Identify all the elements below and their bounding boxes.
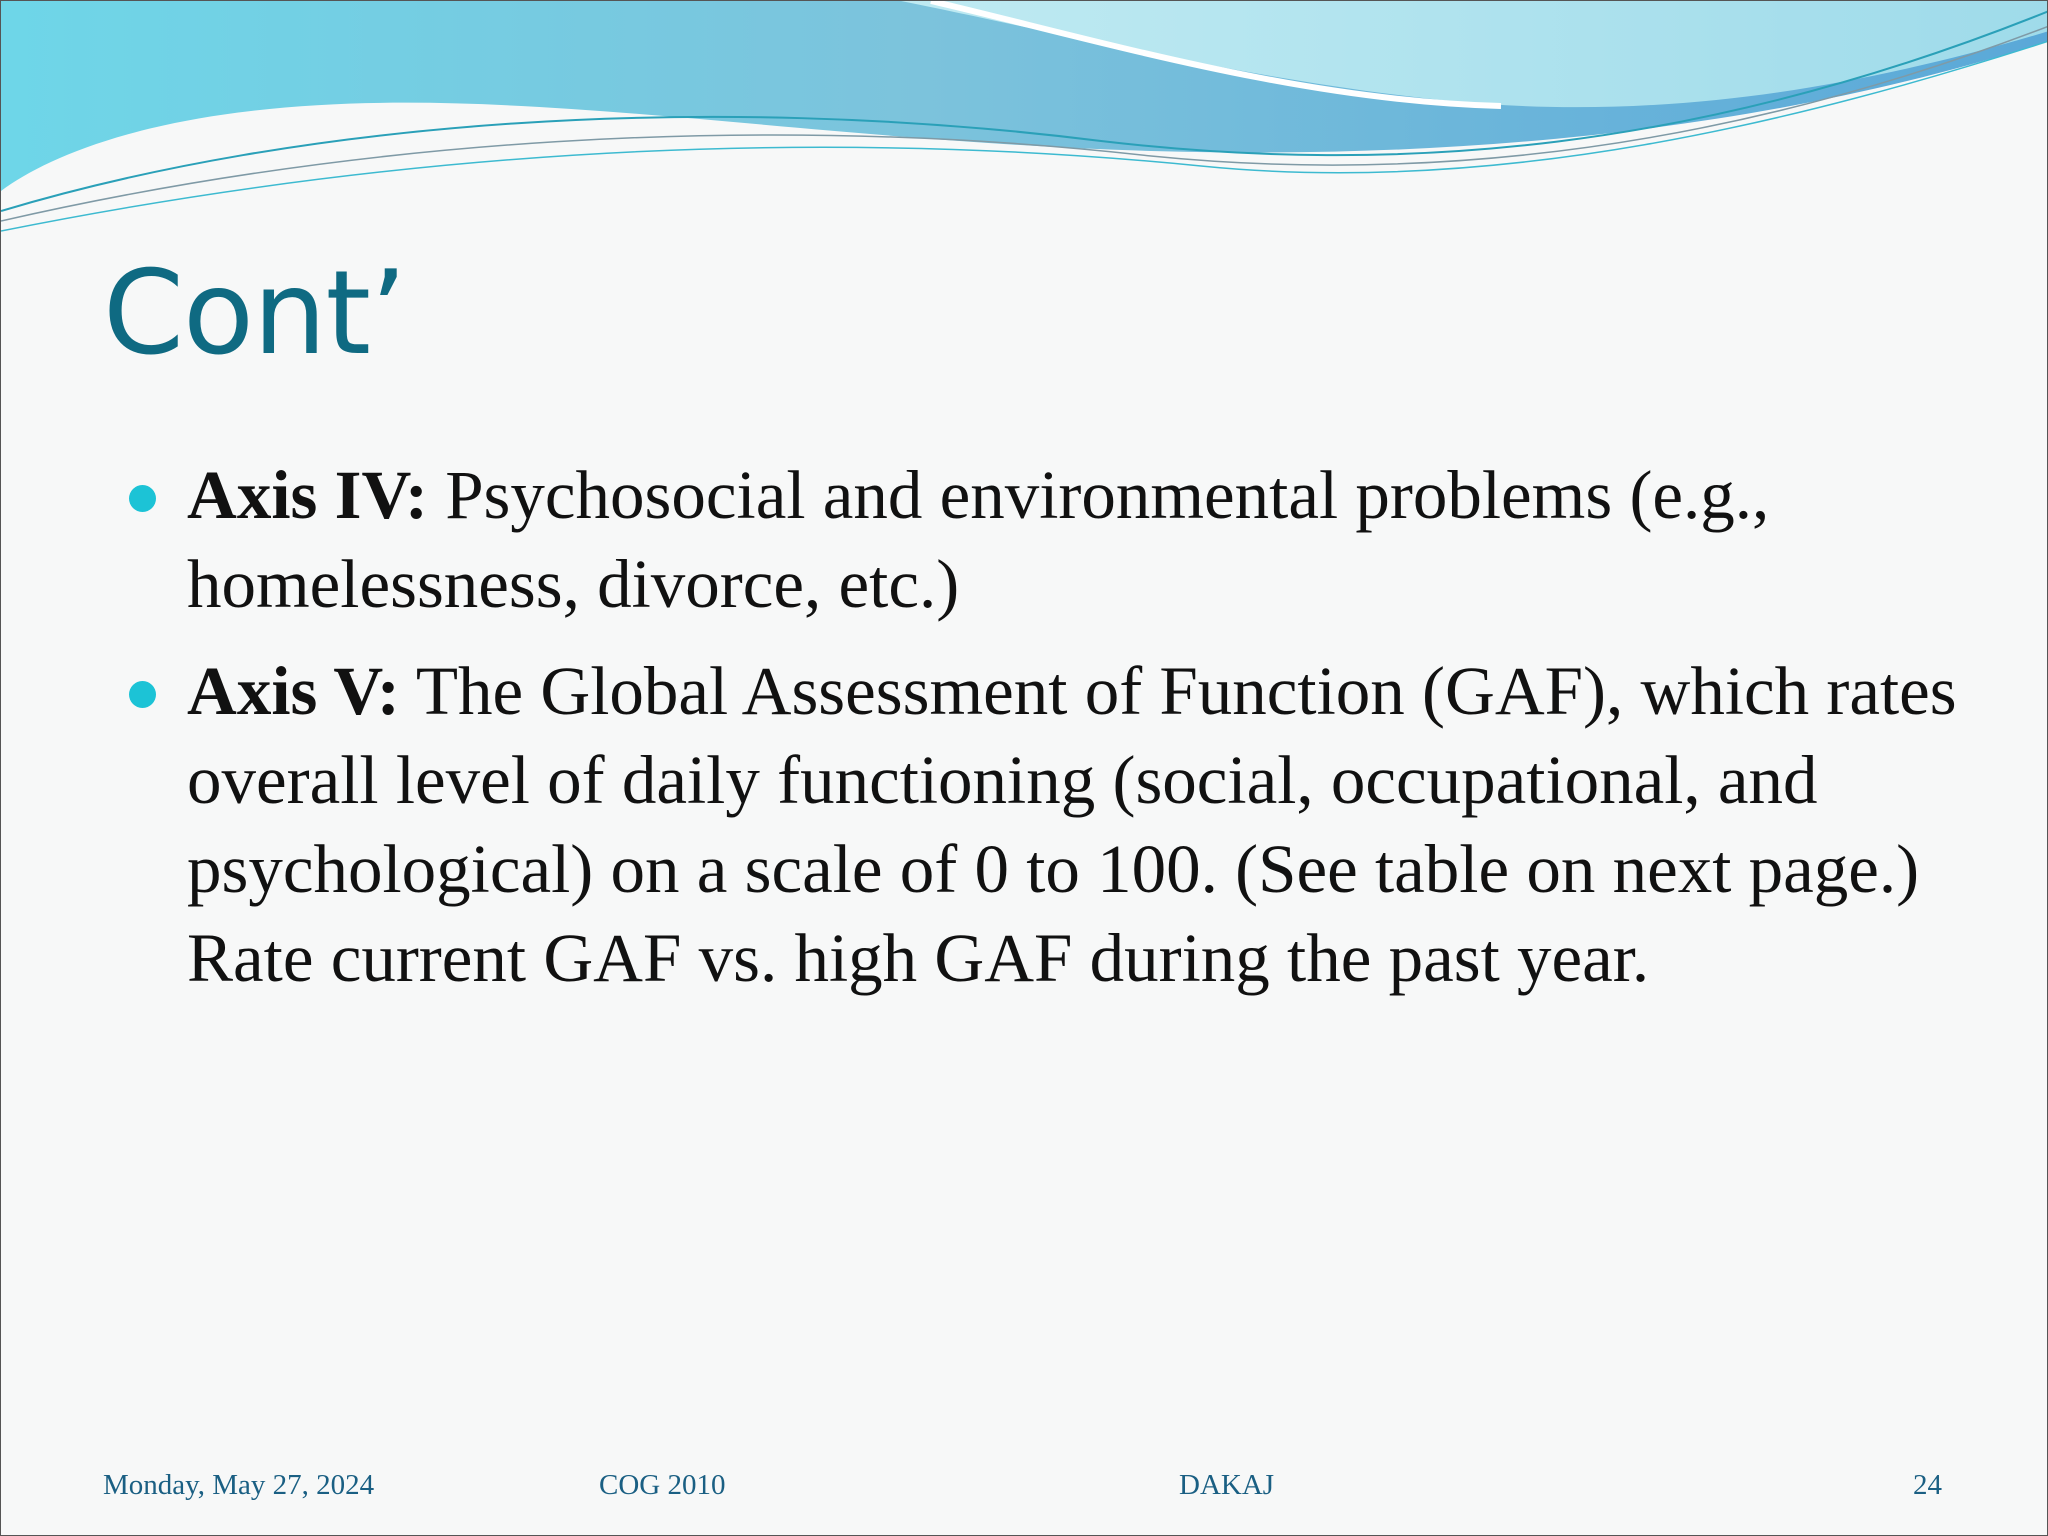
header-wave-decoration	[1, 1, 2048, 241]
footer-author: DAKAJ	[1179, 1469, 1275, 1501]
footer-course: COG 2010	[599, 1469, 726, 1501]
bullet-list	[129, 451, 1989, 1021]
footer-page-number: 24	[1913, 1469, 1942, 1501]
bullet-term: Axis V:	[187, 653, 400, 729]
bullet-dot-icon	[129, 485, 156, 512]
bullet-axis-v	[129, 647, 1989, 1003]
slide-title: Cont’	[103, 246, 406, 381]
bullet-text: The Global Assessment of Function (GAF), which rates overall level of daily functioning (social, occupational, and psychological) on a scale of 0 to 100. (See table on next page.) Rate current GAF vs. high GAF during the past year.	[187, 653, 1957, 996]
bullet-term: Axis IV:	[187, 457, 428, 533]
bullet-axis-iv	[129, 451, 1989, 629]
bullet-dot-icon	[129, 681, 156, 708]
footer-date: Monday, May 27, 2024	[103, 1469, 375, 1501]
bullet-text: Psychosocial and environmental problems (e.g., homelessness, divorce, etc.)	[187, 457, 1770, 622]
